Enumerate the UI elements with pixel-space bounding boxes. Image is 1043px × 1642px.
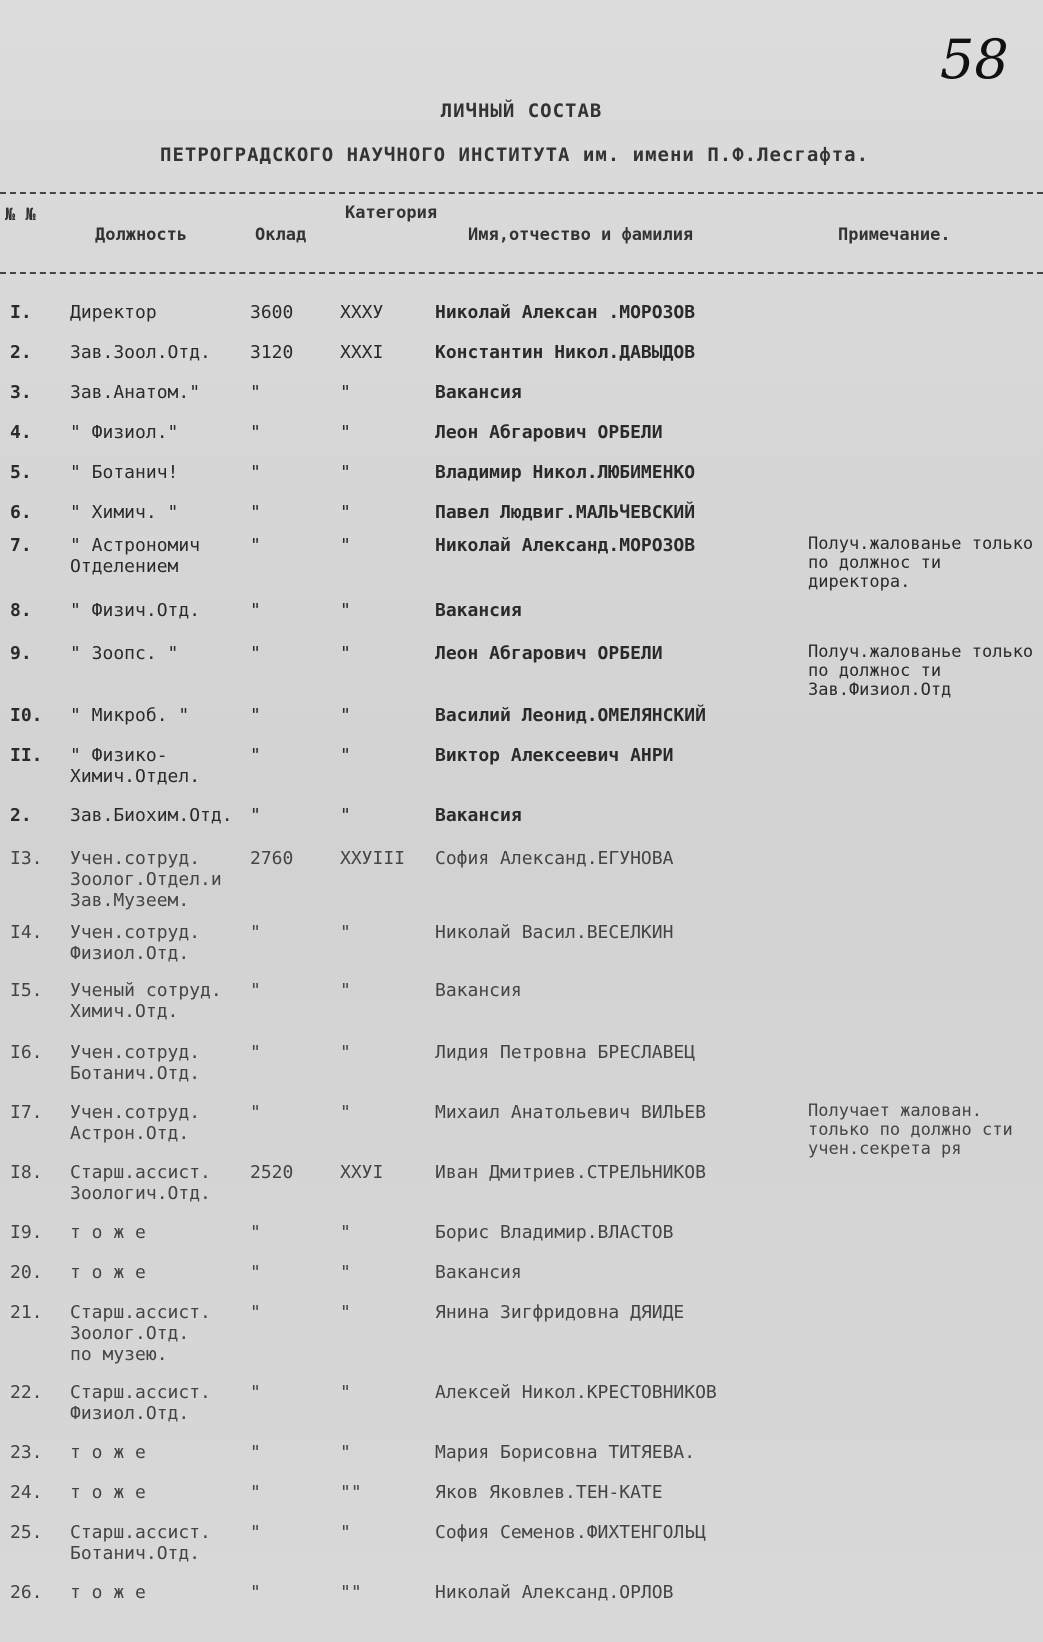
cell-num: II. [10, 745, 43, 766]
cell-name: Вакансия [435, 1262, 522, 1283]
cell-category: " [340, 1222, 351, 1243]
col-header-num: № № [5, 205, 36, 225]
cell-category: " [340, 382, 351, 403]
cell-name: Николай Алексан .МОРОЗОВ [435, 302, 696, 323]
cell-salary: " [250, 535, 261, 556]
cell-salary: " [250, 462, 261, 483]
cell-num: I9. [10, 1222, 43, 1243]
cell-category: " [340, 1382, 351, 1403]
cell-num: 7. [10, 535, 32, 556]
cell-category: " [340, 502, 351, 523]
cell-position: Зав.Биохим.Отд. [70, 805, 233, 826]
cell-salary: " [250, 1382, 261, 1403]
cell-num: 25. [10, 1522, 43, 1543]
col-header-category: Категория [345, 203, 438, 223]
cell-position: " Зоопс. " [70, 643, 179, 664]
cell-num: 24. [10, 1482, 43, 1503]
cell-salary: " [250, 922, 261, 943]
cell-category: XXУIII [340, 848, 406, 869]
cell-num: I. [10, 302, 32, 323]
cell-name: Виктор Алексеевич АНРИ [435, 745, 674, 766]
cell-salary: " [250, 1102, 261, 1123]
cell-name: Леон Абгарович ОРБЕЛИ [435, 643, 663, 664]
cell-name: Николай Александ.ОРЛОВ [435, 1582, 674, 1603]
cell-salary: " [250, 980, 261, 1001]
cell-category: " [340, 745, 351, 766]
cell-name: Алексей Никол.КРЕСТОВНИКОВ [435, 1382, 717, 1403]
cell-position: Учен.сотруд. Зоолог.Отдел.и Зав.Музеем. [70, 848, 222, 911]
cell-position: т о ж е [70, 1482, 146, 1503]
cell-position: " Микроб. " [70, 705, 190, 726]
cell-category: " [340, 922, 351, 943]
cell-salary: " [250, 1442, 261, 1463]
cell-category: " [340, 1302, 351, 1323]
cell-name: Мария Борисовна ТИТЯЕВА. [435, 1442, 696, 1463]
cell-category: " [340, 1262, 351, 1283]
cell-category: " [340, 980, 351, 1001]
cell-position: Учен.сотруд. Астрон.Отд. [70, 1102, 201, 1144]
cell-name: Борис Владимир.ВЛАСТОВ [435, 1222, 674, 1243]
cell-position: Учен.сотруд. Физиол.Отд. [70, 922, 201, 964]
cell-category: " [340, 705, 351, 726]
cell-position: " Химич. " [70, 502, 179, 523]
col-header-salary: Оклад [255, 225, 307, 245]
cell-salary: 2760 [250, 848, 294, 869]
cell-salary: " [250, 805, 261, 826]
cell-num: 5. [10, 462, 32, 483]
cell-salary: " [250, 643, 261, 664]
cell-salary: " [250, 1222, 261, 1243]
cell-salary: " [250, 502, 261, 523]
cell-salary: 2520 [250, 1162, 294, 1183]
cell-salary: " [250, 382, 261, 403]
cell-category: XXXУ [340, 302, 384, 323]
cell-salary: " [250, 1042, 261, 1063]
cell-name: Павел Людвиг.МАЛЬЧЕВСКИЙ [435, 502, 696, 523]
cell-name: Яков Яковлев.ТЕН-КАТЕ [435, 1482, 663, 1503]
cell-name: Вакансия [435, 600, 522, 621]
cell-position: " Физико- Химич.Отдел. [70, 745, 201, 787]
cell-num: 8. [10, 600, 32, 621]
cell-position: " Астрономич Отделением [70, 535, 201, 577]
cell-category: " [340, 600, 351, 621]
cell-num: I4. [10, 922, 43, 943]
cell-name: София Александ.ЕГУНОВА [435, 848, 674, 869]
cell-category: " [340, 535, 351, 556]
cell-name: Янина Зигфридовна ДЯИДЕ [435, 1302, 685, 1323]
cell-category: "" [340, 1482, 362, 1503]
cell-category: " [340, 1102, 351, 1123]
cell-name: София Семенов.ФИХТЕНГОЛЬЦ [435, 1522, 706, 1543]
cell-name: Николай Васил.ВЕСЕЛКИН [435, 922, 674, 943]
cell-position: " Ботанич! [70, 462, 179, 483]
cell-num: I7. [10, 1102, 43, 1123]
cell-salary: " [250, 1262, 261, 1283]
document-subtitle: ПЕТРОГРАДСКОГО НАУЧНОГО ИНСТИТУТА им. имени П.Ф.Лесгафта. [160, 144, 870, 166]
cell-name: Леон Абгарович ОРБЕЛИ [435, 422, 663, 443]
cell-name: Вакансия [435, 382, 522, 403]
header-rule-bottom [0, 272, 1043, 274]
cell-position: Учен.сотруд. Ботанич.Отд. [70, 1042, 201, 1084]
cell-position: Зав.Анатом." [70, 382, 201, 403]
cell-name: Иван Дмитриев.СТРЕЛЬНИКОВ [435, 1162, 706, 1183]
cell-category: XXУI [340, 1162, 384, 1183]
cell-num: 9. [10, 643, 32, 664]
cell-category: " [340, 643, 351, 664]
cell-num: 21. [10, 1302, 43, 1323]
cell-position: Директор [70, 302, 157, 323]
cell-category: " [340, 1042, 351, 1063]
cell-note: Получ.жалованье только по должнос ти Зав.Физиол.Отд [808, 642, 1034, 700]
cell-category: " [340, 805, 351, 826]
cell-name: Михаил Анатольевич ВИЛЬЕВ [435, 1102, 706, 1123]
cell-num: 3. [10, 382, 32, 403]
cell-salary: " [250, 600, 261, 621]
cell-name: Константин Никол.ДАВЫДОВ [435, 342, 696, 363]
cell-position: Старш.ассист. Зоологич.Отд. [70, 1162, 211, 1204]
cell-salary: " [250, 1302, 261, 1323]
cell-position: т о ж е [70, 1222, 146, 1243]
cell-position: Старш.ассист. Ботанич.Отд. [70, 1522, 211, 1564]
cell-salary: " [250, 422, 261, 443]
cell-category: XXXI [340, 342, 384, 363]
cell-salary: " [250, 745, 261, 766]
cell-note: Получает жалован. только по должно сти учен.секрета ря [808, 1101, 1013, 1159]
cell-num: I8. [10, 1162, 43, 1183]
cell-num: 4. [10, 422, 32, 443]
header-rule-top [0, 192, 1043, 194]
cell-name: Николай Александ.МОРОЗОВ [435, 535, 696, 556]
cell-position: т о ж е [70, 1442, 146, 1463]
cell-category: " [340, 462, 351, 483]
document-title: ЛИЧНЫЙ СОСТАВ [440, 100, 603, 122]
cell-name: Вакансия [435, 980, 522, 1001]
cell-num: I3. [10, 848, 43, 869]
cell-position: Зав.Зоол.Отд. [70, 342, 211, 363]
cell-position: " Физич.Отд. [70, 600, 201, 621]
cell-position: Ученый сотруд. Химич.Отд. [70, 980, 222, 1022]
cell-name: Лидия Петровна БРЕСЛАВЕЦ [435, 1042, 696, 1063]
cell-num: I0. [10, 705, 43, 726]
cell-salary: " [250, 1582, 261, 1603]
cell-name: Владимир Никол.ЛЮБИМЕНКО [435, 462, 696, 483]
col-header-position: Должность [95, 225, 188, 245]
page-number: 58 [940, 28, 1009, 91]
cell-num: 2. [10, 342, 32, 363]
cell-name: Василий Леонид.ОМЕЛЯНСКИЙ [435, 705, 706, 726]
cell-salary: 3120 [250, 342, 294, 363]
cell-salary: " [250, 1482, 261, 1503]
col-header-note: Примечание. [838, 225, 951, 245]
cell-num: 23. [10, 1442, 43, 1463]
cell-salary: " [250, 705, 261, 726]
cell-position: т о ж е [70, 1262, 146, 1283]
cell-num: 22. [10, 1382, 43, 1403]
cell-position: Старш.ассист. Физиол.Отд. [70, 1382, 211, 1424]
col-header-name: Имя,отчество и фамилия [468, 225, 694, 245]
cell-salary: " [250, 1522, 261, 1543]
cell-category: " [340, 1442, 351, 1463]
cell-num: I6. [10, 1042, 43, 1063]
cell-num: I5. [10, 980, 43, 1001]
cell-num: 20. [10, 1262, 43, 1283]
cell-num: 26. [10, 1582, 43, 1603]
cell-category: " [340, 422, 351, 443]
cell-salary: 3600 [250, 302, 294, 323]
cell-position: Старш.ассист. Зоолог.Отд. по музею. [70, 1302, 211, 1365]
cell-category: " [340, 1522, 351, 1543]
cell-category: "" [340, 1582, 362, 1603]
cell-note: Получ.жалованье только по должнос ти директора. [808, 534, 1034, 592]
cell-num: 2. [10, 805, 32, 826]
cell-num: 6. [10, 502, 32, 523]
cell-position: " Физиол." [70, 422, 179, 443]
cell-position: т о ж е [70, 1582, 146, 1603]
cell-name: Вакансия [435, 805, 522, 826]
